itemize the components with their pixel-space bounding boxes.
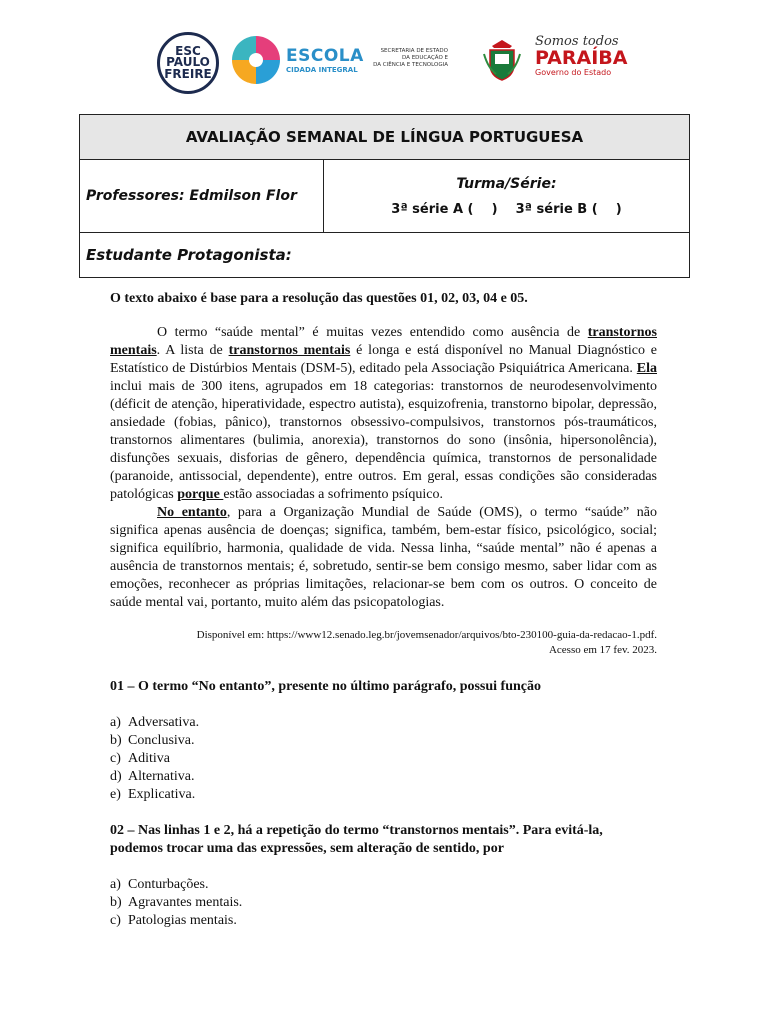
- option-letter: d): [110, 769, 122, 784]
- question-02: 02 – Nas linhas 1 e 2, há a repetição do termo “transtornos mentais”. Para evitá-la, podemos trocar uma das expressões, sem alteração de sentido, por: [110, 823, 603, 856]
- option-item[interactable]: [110, 768, 657, 786]
- underlined-term: transtornos mentais: [110, 325, 657, 358]
- text-span: inclui mais de 300 itens, agrupados em 18 categorias: transtornos de neurodesenvolvimento (déficit de atenção, hiperatividade, espectro autista), esquizofrenia, transtorno bipolar, depressão, ansiedade (fobias, pânico), transtornos obsessivo-compulsivos, transtornos pós-traumáticos, transtornos alimentares (bulimia, anorexia), transtornos do sono (insônia, hipersonolência), disfunções sexuais, disforias de gênero, dependência química, transtornos de personalidade (paranoide, antissocial, dependente), entre outros. Em geral, essas condições são consideradas patológicas: [110, 379, 657, 502]
- student-field: Estudante Protagonista:: [80, 233, 690, 278]
- source-line: Acesso em 17 fev. 2023.: [548, 644, 657, 656]
- option-text: Aditiva: [128, 751, 170, 766]
- option-item[interactable]: [110, 894, 657, 912]
- option-item[interactable]: [110, 750, 657, 768]
- option-letter: a): [110, 715, 121, 730]
- option-text: Conturbações.: [128, 877, 209, 892]
- question-01-options: [110, 714, 657, 804]
- secretaria-logo: [368, 48, 448, 69]
- turma-field: [324, 160, 690, 233]
- option-letter: b): [110, 895, 122, 910]
- logo-text: FREIRE: [164, 66, 212, 81]
- professors-field: Professores: Edmilson Flor: [80, 160, 324, 233]
- question-02-options: [110, 876, 657, 930]
- option-text: Conclusiva.: [128, 733, 195, 748]
- secretaria-line: DA CIÊNCIA E TECNOLOGIA: [373, 62, 448, 69]
- exam-content: [110, 290, 657, 948]
- underlined-term: Ela: [636, 361, 657, 376]
- coat-of-arms-icon: [482, 38, 522, 82]
- option-item[interactable]: [110, 912, 657, 930]
- escola-name: ESCOLA: [286, 46, 364, 66]
- option-letter: c): [110, 913, 121, 928]
- paraiba-name: PARAÍBA: [535, 47, 628, 69]
- option-text: Adversativa.: [128, 715, 200, 730]
- text-span: estão associadas a sofrimento psíquico.: [223, 487, 443, 502]
- escola-cidada-logo: [232, 36, 364, 84]
- option-item[interactable]: [110, 732, 657, 750]
- logo-text: ESC: [175, 43, 201, 58]
- logo-text: PAULO: [166, 55, 210, 70]
- escola-logo-icon: [232, 36, 280, 84]
- option-letter: c): [110, 751, 121, 766]
- option-text: Agravantes mentais.: [128, 895, 243, 910]
- underlined-term: transtornos mentais: [228, 343, 351, 358]
- text-span: é longa e está disponível no Manual Diagnóstico e Estatístico de Distúrbios Mentais (DSM-5), editado pela Associação Psiquiátrica Americana.: [110, 343, 657, 376]
- secretaria-line: DA EDUCAÇÃO E: [402, 55, 448, 62]
- header-logos: [0, 28, 768, 88]
- turma-label: Turma/Série:: [456, 175, 557, 192]
- escola-sub: CIDADA INTEGRAL: [286, 66, 358, 74]
- intro-text: O texto abaixo é base para a resolução das questões 01, 02, 03, 04 e 05.: [110, 291, 528, 306]
- paraiba-slogan: Somos todos: [535, 34, 619, 49]
- governo-paraiba-logo: [535, 34, 627, 77]
- option-letter: e): [110, 787, 121, 802]
- underlined-term: No entanto: [157, 505, 227, 520]
- text-span: , para a Organização Mundial de Saúde (OMS), o termo “saúde” não significa apenas ausência de doenças; significa, também, bem-estar físico, psicológico, social; significa equilíbrio, harmonia, qualidade de vida. Nessa linha, “saúde mental” não é apenas a ausência de transtornos mentais; é, sobretudo, sentir-se bem consigo mesmo, saber lidar com as emoções, reconhecer as próprias limitações, relacionar-se bem com os outros. O conceito de saúde mental vai, portanto, muito além das psicopatologias.: [110, 505, 657, 610]
- exam-title: AVALIAÇÃO SEMANAL DE LÍNGUA PORTUGUESA: [80, 115, 690, 160]
- source-citation: [110, 628, 657, 658]
- text-span: . A lista de: [156, 343, 229, 358]
- source-line: Disponível em: https://www12.senado.leg.br/jovemsenador/arquivos/bto-230100-guia-da-redacao-1.pdf.: [196, 629, 657, 641]
- text-span: O termo “saúde mental” é muitas vezes entendido como ausência de: [157, 325, 588, 340]
- secretaria-line: SECRETARIA DE ESTADO: [380, 48, 448, 54]
- exam-header-table: [79, 114, 690, 278]
- option-letter: b): [110, 733, 122, 748]
- option-item[interactable]: [110, 876, 657, 894]
- paraiba-sub: Governo do Estado: [535, 68, 612, 77]
- option-letter: a): [110, 877, 121, 892]
- question-01: 01 – O termo “No entanto”, presente no último parágrafo, possui função: [110, 679, 542, 694]
- turma-options: 3ª série A ( ) 3ª série B ( ): [391, 201, 622, 217]
- underlined-term: porque: [177, 487, 224, 502]
- paragraph-2: [110, 504, 657, 612]
- option-text: Alternativa.: [128, 769, 195, 784]
- option-text: Explicativa.: [128, 787, 196, 802]
- option-text: Patologias mentais.: [128, 913, 237, 928]
- option-item[interactable]: [110, 714, 657, 732]
- paulo-freire-logo: [157, 32, 219, 94]
- paragraph-1: [110, 324, 657, 504]
- option-item[interactable]: [110, 786, 657, 804]
